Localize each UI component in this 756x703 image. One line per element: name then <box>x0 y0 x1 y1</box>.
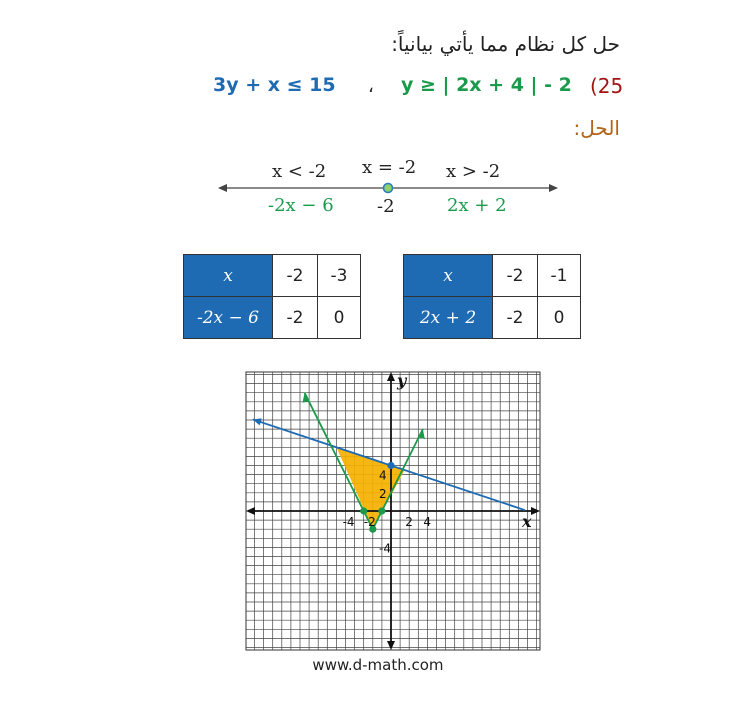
arrow-left-icon <box>218 184 227 192</box>
table-cell: -1 <box>538 255 581 297</box>
table-cell: -2 <box>493 255 538 297</box>
tick-label: -4 <box>342 515 355 529</box>
tick-label: 4 <box>423 515 432 529</box>
website-footer: www.d-math.com <box>312 656 444 674</box>
table-cell: 0 <box>538 297 581 339</box>
inequality-linear: 3y + x ≤ 15 <box>213 74 336 96</box>
point-marker-icon <box>384 184 393 193</box>
table-header-cell: 2x + 2 <box>404 297 493 339</box>
tick-label: 2 <box>405 515 413 529</box>
value-table-left <box>183 254 361 339</box>
tick-label: -4 <box>379 541 391 556</box>
table-cell: -2 <box>273 255 318 297</box>
y-axis-label: y <box>397 371 407 390</box>
table-cell: 0 <box>318 297 361 339</box>
table-header-cell: x <box>184 255 273 297</box>
value-table-right <box>403 254 581 339</box>
center-condition: x = -2 <box>362 157 417 178</box>
table-cell: -2 <box>493 297 538 339</box>
inequality-absolute-value: y ≥ | 2x + 4 | - 2 <box>401 74 572 96</box>
table-header-cell: x <box>404 255 493 297</box>
coordinate-graph <box>245 370 541 652</box>
tick-label: 4 <box>379 468 387 483</box>
inequality-separator: ، <box>368 76 374 97</box>
right-condition: x > -2 <box>446 161 501 182</box>
right-expression: 2x + 2 <box>447 195 507 216</box>
x-axis-label: x <box>522 512 532 531</box>
center-value: -2 <box>377 196 395 217</box>
table-header-cell: -2x − 6 <box>184 297 273 339</box>
tick-label: -2 <box>363 515 376 529</box>
table-cell: -2 <box>273 297 318 339</box>
left-expression: -2x − 6 <box>268 195 334 216</box>
instruction-text: حل كل نظام مما يأتي بيانياً: <box>391 32 620 56</box>
plotted-point <box>387 462 394 469</box>
tick-label: 2 <box>379 486 387 501</box>
problem-number: (25 <box>590 74 624 98</box>
table-cell: -3 <box>318 255 361 297</box>
plotted-point <box>360 507 367 514</box>
plotted-point <box>378 507 385 514</box>
arrow-right-icon <box>549 184 558 192</box>
left-condition: x < -2 <box>272 161 327 182</box>
solution-label: الحل: <box>573 116 620 140</box>
